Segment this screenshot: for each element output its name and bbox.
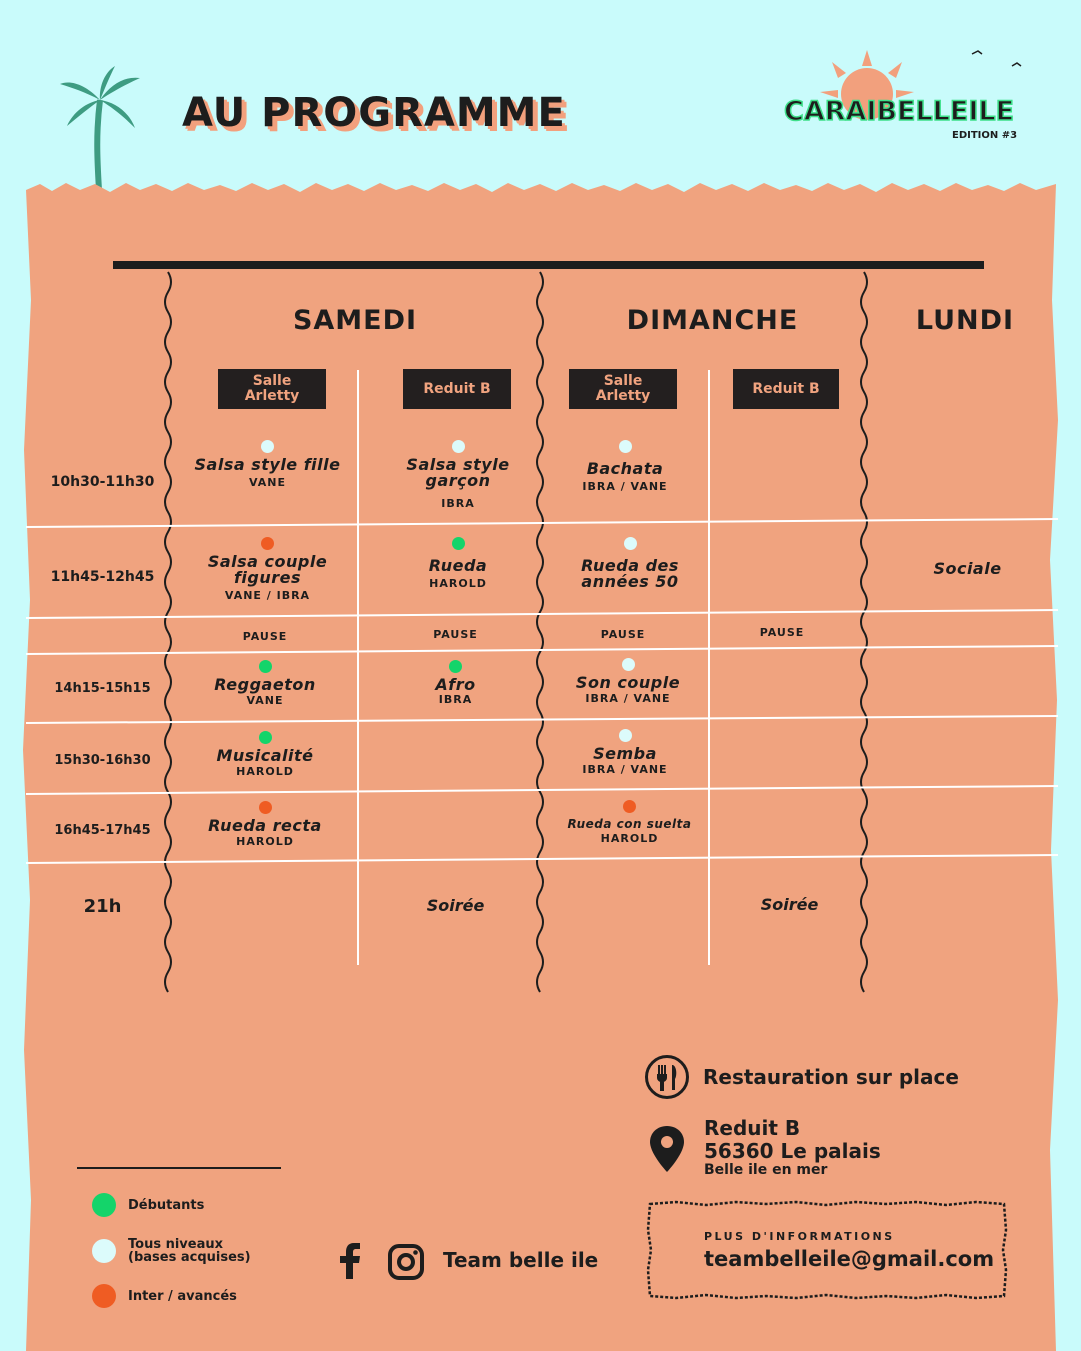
course-name: Rueda <box>428 556 488 575</box>
venue-name: Reduit B <box>704 1116 801 1140</box>
course-teacher: VANE <box>249 476 286 489</box>
course-teacher: VANE / IBRA <box>224 589 311 602</box>
course-name: Afro <box>435 675 476 694</box>
level-dot <box>619 440 632 453</box>
legend-label: Tous niveaux <box>128 1237 224 1252</box>
venue-city: 56360 Le palais <box>704 1139 881 1163</box>
level-dot <box>452 537 465 550</box>
legend-item-all-levels <box>92 1238 251 1264</box>
course-teacher: HAROLD <box>236 835 294 848</box>
green-dot-icon <box>92 1193 116 1217</box>
food-info: Restauration sur place <box>703 1065 959 1089</box>
day-samedi: SAMEDI <box>292 305 418 336</box>
restaurant-icon <box>644 1054 690 1100</box>
social-handle[interactable]: Team belle ile <box>443 1248 599 1272</box>
orange-dot-icon <box>92 1284 116 1308</box>
course-name: Semba <box>593 744 657 763</box>
location-pin-icon <box>650 1126 684 1172</box>
pause-label: PAUSE <box>759 626 805 639</box>
course-name: Bachata <box>586 459 664 478</box>
level-dot <box>619 729 632 742</box>
course-teacher: IBRA <box>438 693 473 706</box>
pause-label: PAUSE <box>433 628 478 641</box>
course-name: Salsa style garçon <box>406 455 510 490</box>
instagram-icon[interactable] <box>388 1244 424 1280</box>
course-teacher: HAROLD <box>429 577 487 590</box>
contact-email[interactable]: teambelleile@gmail.com <box>704 1247 995 1271</box>
time-slot: 21h <box>83 896 122 917</box>
course-cell <box>550 440 700 493</box>
level-dot <box>259 731 272 744</box>
course-teacher: HAROLD <box>600 832 659 845</box>
page-title: AU PROGRAMME <box>182 90 566 136</box>
legend-divider <box>77 1167 281 1169</box>
course-name: Salsa style fille <box>194 455 341 474</box>
course-cell <box>190 660 340 707</box>
course-teacher: IBRA <box>441 497 475 510</box>
room-tag-reduit-b: Reduit B <box>733 369 839 409</box>
course-name: Reggaeton <box>214 675 316 694</box>
level-dot <box>623 800 636 813</box>
svg-text:EDITION #3: EDITION #3 <box>952 130 1018 141</box>
course-name: Sociale <box>933 559 1002 578</box>
soiree-label: Soirée <box>426 896 485 915</box>
level-dot <box>261 537 274 550</box>
legend-item-advanced <box>92 1284 237 1308</box>
level-dot <box>622 658 635 671</box>
legend-item-beginners <box>92 1193 204 1217</box>
level-dot <box>259 801 272 814</box>
course-cell <box>550 729 700 776</box>
course-cell <box>560 537 700 590</box>
legend-label: Inter / avancés <box>128 1288 237 1304</box>
pause-label: PAUSE <box>242 630 288 643</box>
level-dot <box>624 537 637 550</box>
course-cell <box>552 800 707 845</box>
course-cell <box>190 440 345 489</box>
day-lundi: LUNDI <box>915 305 1015 336</box>
legend-label: Débutants <box>128 1197 205 1213</box>
white-dot-icon <box>92 1239 116 1263</box>
course-name: Rueda recta <box>208 816 322 835</box>
time-slot: 11h45-12h45 <box>50 569 155 585</box>
time-slot: 10h30-11h30 <box>50 474 155 490</box>
course-cell <box>378 660 533 706</box>
course-name: Son couple <box>575 673 681 692</box>
course-name: Rueda des années 50 <box>581 556 679 591</box>
level-dot <box>452 440 465 453</box>
level-dot <box>261 440 274 453</box>
soiree-label: Soirée <box>760 895 819 914</box>
time-slot: 16h45-17h45 <box>54 823 151 838</box>
facebook-icon[interactable] <box>336 1243 364 1279</box>
course-name: Salsa couple figures <box>207 552 328 587</box>
course-teacher: IBRA / VANE <box>585 692 671 705</box>
room-tag-salle-arletty: Salle Arletty <box>218 369 326 409</box>
course-cell <box>190 731 340 778</box>
pause-label: PAUSE <box>600 628 646 641</box>
course-cell <box>553 658 703 705</box>
room-tag-reduit-b: Reduit B <box>403 369 511 409</box>
course-name: Rueda con suelta <box>567 817 692 831</box>
level-dot <box>259 660 272 673</box>
course-teacher: VANE <box>246 694 284 707</box>
course-cell <box>190 801 340 848</box>
room-tag-salle-arletty: Salle Arletty <box>569 369 677 409</box>
legend-label: (bases acquises) <box>128 1250 251 1265</box>
svg-text:CARAIBELLEILE: CARAIBELLEILE <box>784 96 1015 127</box>
time-slot: 15h30-16h30 <box>54 753 151 768</box>
contact-label: PLUS D'INFORMATIONS <box>704 1230 895 1243</box>
course-cell <box>378 440 538 510</box>
course-teacher: HAROLD <box>236 765 294 778</box>
venue-island: Belle ile en mer <box>704 1162 828 1178</box>
course-teacher: IBRA / VANE <box>582 763 668 776</box>
level-dot <box>449 660 462 673</box>
course-name: Musicalité <box>216 746 314 765</box>
course-teacher: IBRA / VANE <box>582 480 668 493</box>
day-dimanche: DIMANCHE <box>626 305 799 336</box>
course-cell <box>378 537 538 590</box>
course-cell <box>190 537 345 602</box>
time-slot: 14h15-15h15 <box>54 681 151 696</box>
course-cell <box>880 561 1055 577</box>
